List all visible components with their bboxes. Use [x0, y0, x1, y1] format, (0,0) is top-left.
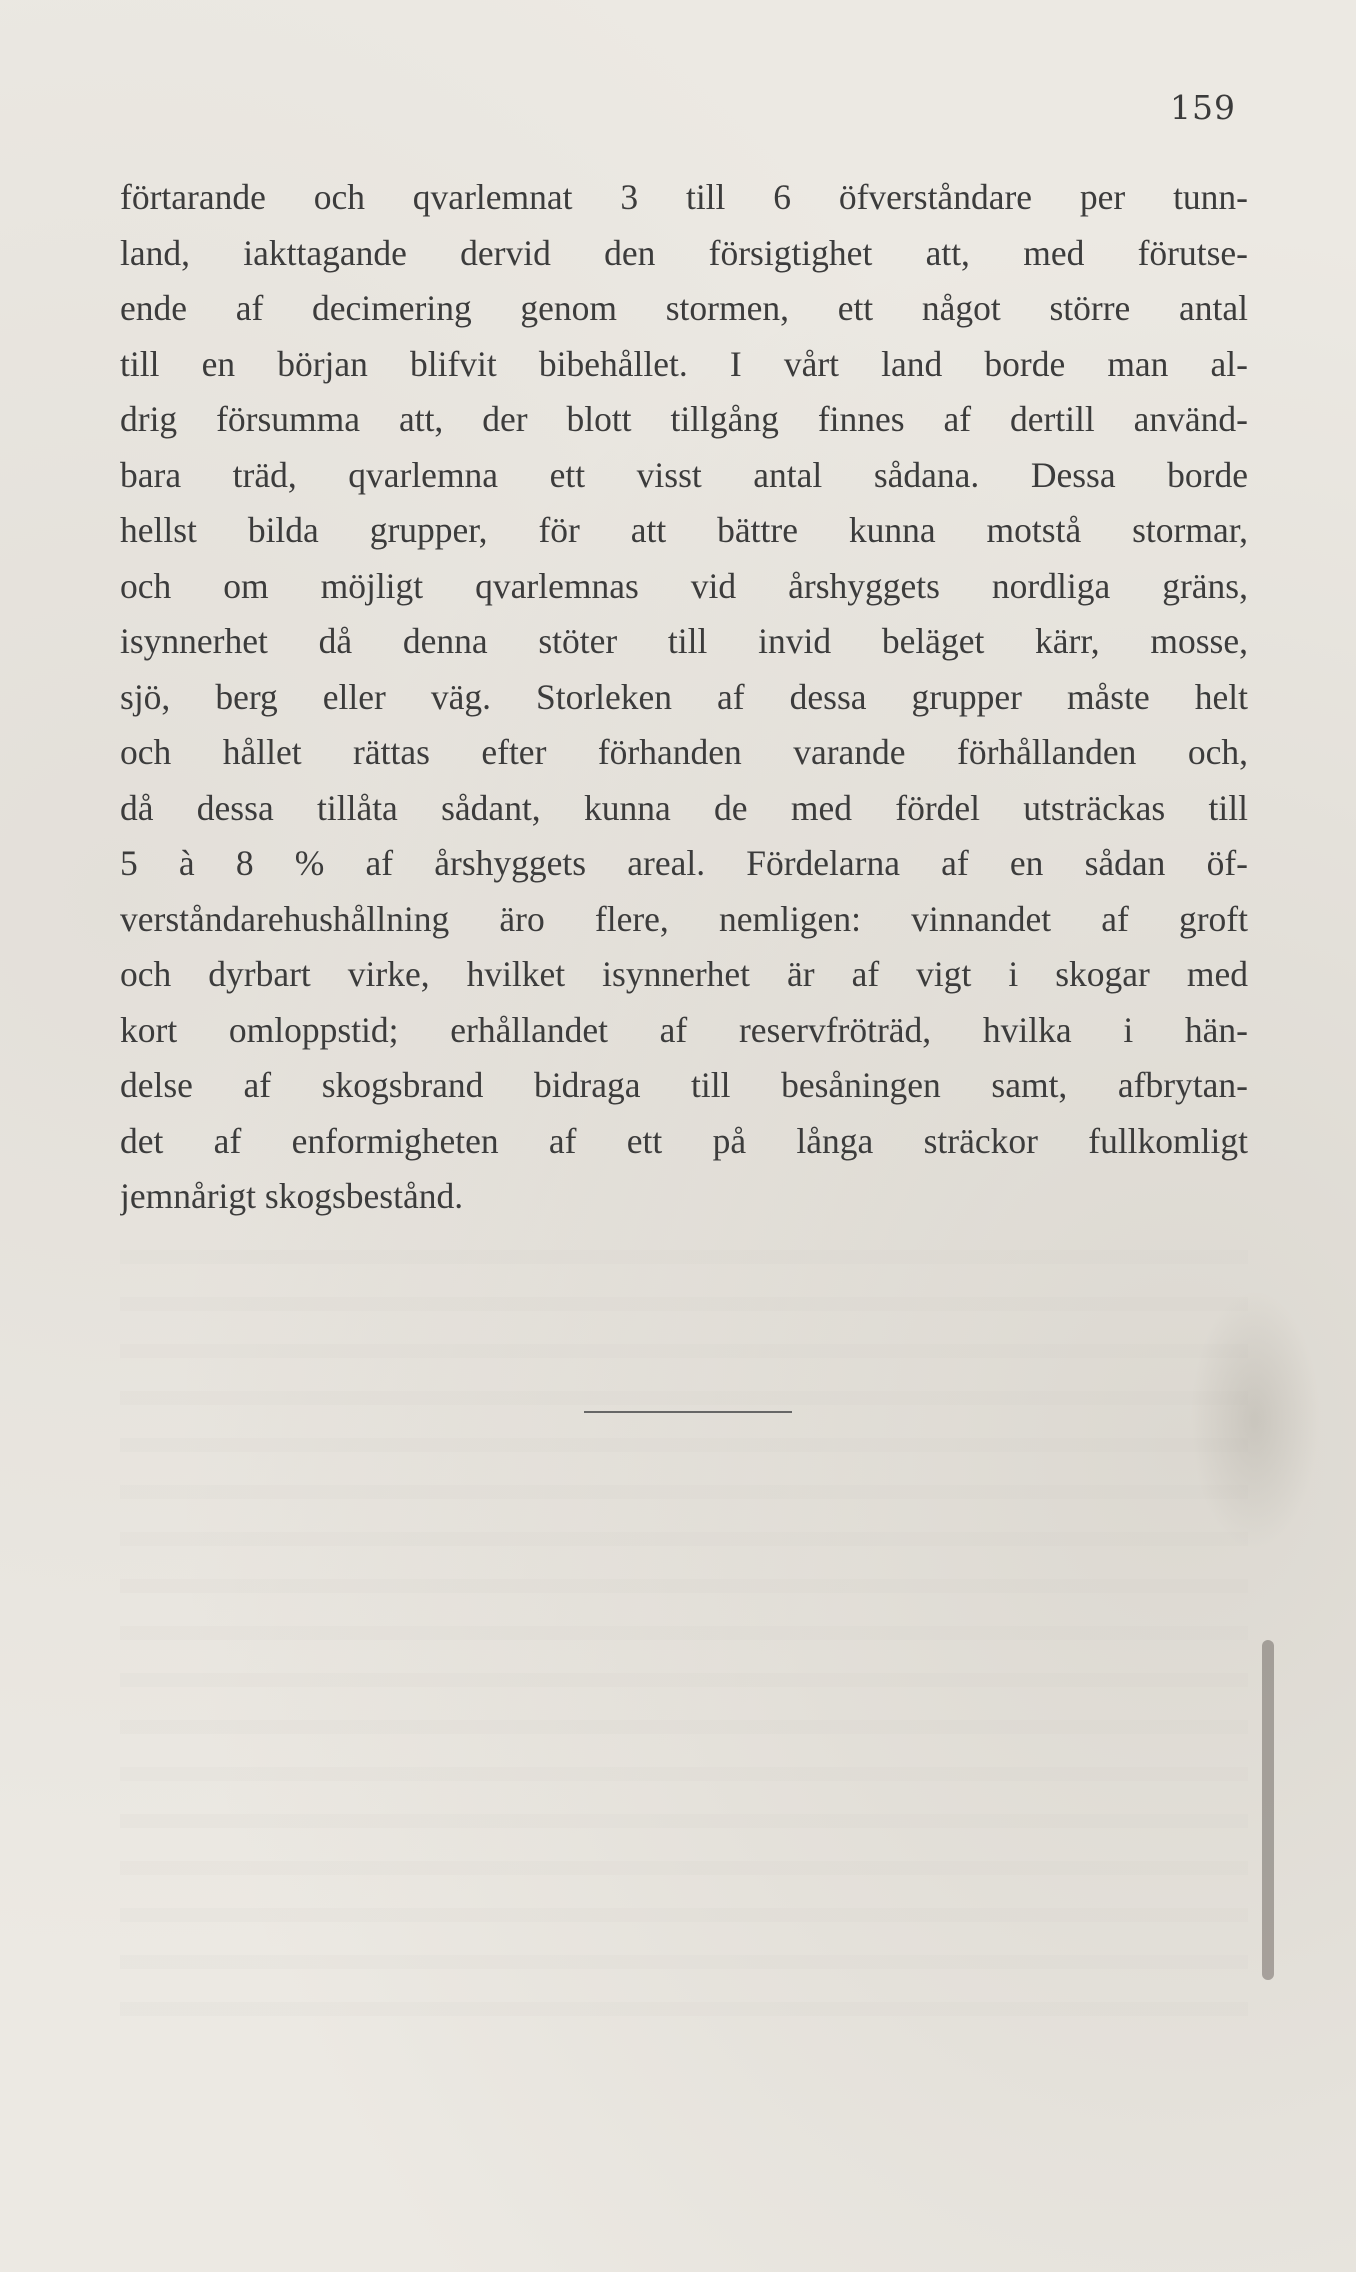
text-line: ende af decimering genom stormen, ett något större antal: [120, 288, 1248, 328]
text-line: hellst bilda grupper, för att bättre kunna motstå stormar,: [120, 510, 1248, 550]
text-line: förtarande och qvarlemnat 3 till 6 öfverståndare per tunn-: [120, 177, 1248, 217]
paper-stain: [1190, 1290, 1320, 1550]
text-line: och dyrbart virke, hvilket isynnerhet är af vigt i skogar med: [120, 954, 1248, 994]
text-line: sjö, berg eller väg. Storleken af dessa grupper måste helt: [120, 676, 1248, 717]
text-line: till en början blifvit bibehållet. I vårt land borde man al-: [120, 343, 1248, 384]
text-line: det af enformigheten af ett på långa sträckor fullkomligt: [120, 1120, 1248, 1161]
page-number: 159: [1170, 88, 1236, 127]
text-line: land, iakttagande dervid den försigtighet att, med förutse-: [120, 232, 1248, 273]
bleed-through-text: [120, 1250, 1248, 2030]
text-line: delse af skogsbrand bidraga till besåningen samt, afbrytan-: [120, 1065, 1248, 1105]
text-line: isynnerhet då denna stöter till invid beläget kärr, mosse,: [120, 621, 1248, 661]
text-line: 5 à 8 % af årshyggets areal. Fördelarna af en sådan öf-: [120, 843, 1248, 883]
text-line: verståndarehushållning äro flere, nemligen: vinnandet af groft: [120, 898, 1248, 939]
text-line: då dessa tillåta sådant, kunna de med fördel utsträckas till: [120, 787, 1248, 828]
text-line: bara träd, qvarlemna ett visst antal sådana. Dessa borde: [120, 454, 1248, 495]
text-line: drig försumma att, der blott tillgång finnes af dertill använd-: [120, 399, 1248, 439]
text-line: kort omloppstid; erhållandet af reservfröträd, hvilka i hän-: [120, 1009, 1248, 1050]
page-edge-shadow: [1262, 1640, 1274, 1980]
text-line: och hållet rättas efter förhanden varande förhållanden och,: [120, 732, 1248, 772]
text-line: jemnårigt skogsbestånd.: [120, 1176, 464, 1216]
text-line: och om möjligt qvarlemnas vid årshyggets nordliga gräns,: [120, 565, 1248, 606]
body-paragraph: [120, 170, 1248, 1225]
section-divider: [584, 1411, 792, 1413]
